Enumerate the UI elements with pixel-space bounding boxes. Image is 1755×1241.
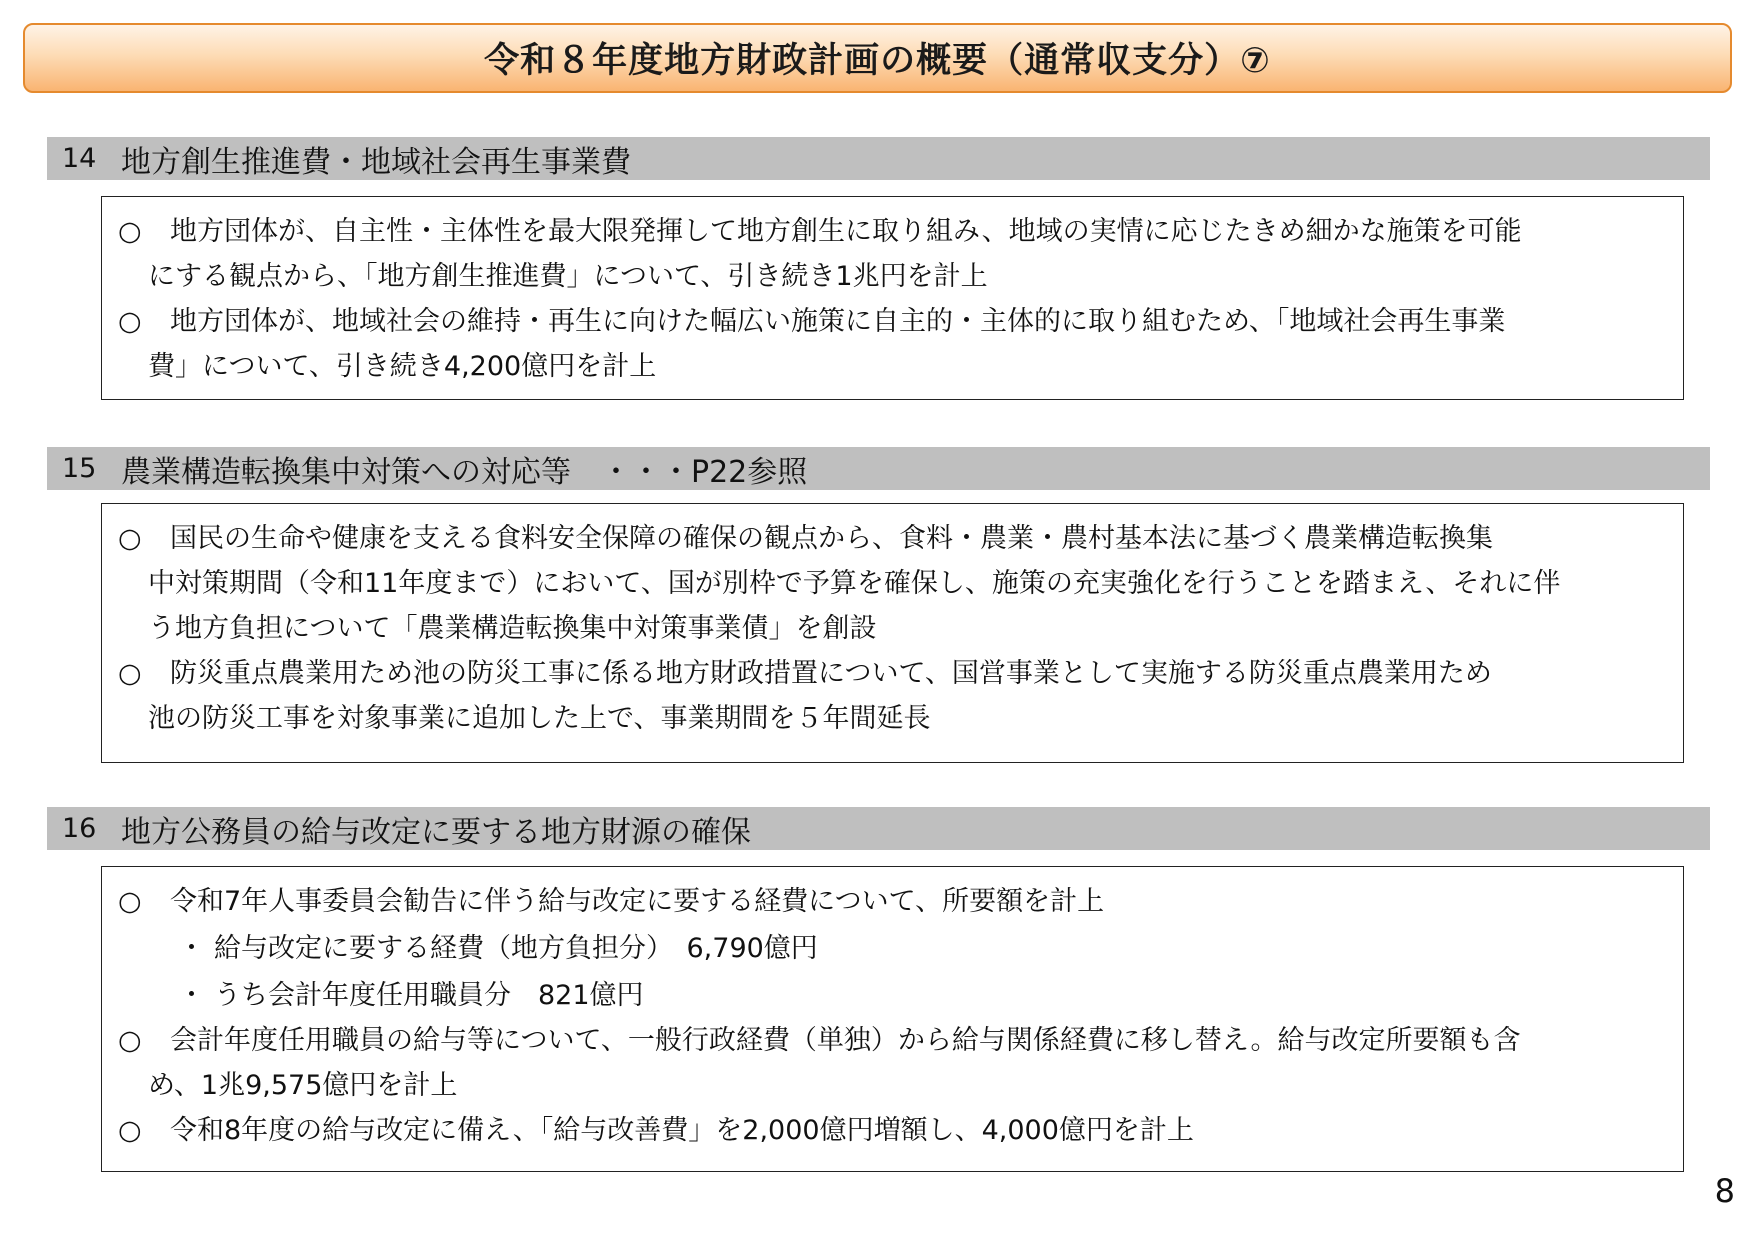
bullet-text — [170, 879, 1665, 924]
bullet-line: 国民の生命や健康を支える食料安全保障の確保の観点から、食料・農業・農村基本法に基づく農業構造転換集 — [170, 523, 1493, 554]
sub-bullet-text: うち会計年度任用職員分 821億円 — [214, 980, 644, 1011]
page-title-banner — [23, 23, 1732, 93]
circle-bullet-icon: ○ — [118, 306, 142, 337]
bullet-line: 令和8年度の給与改定に備え、「給与改善費」を2,000億円増額し、4,000億円を計上 — [170, 1115, 1194, 1146]
bullet-item — [118, 651, 1665, 741]
bullet-item — [118, 1108, 1665, 1153]
section-header-16 — [47, 807, 1710, 850]
bullet-line: 費」について、引き続き4,200億円を計上 — [148, 351, 657, 382]
bullet-line: め、1兆9,575億円を計上 — [148, 1070, 458, 1101]
bullet-item — [118, 209, 1665, 299]
circle-bullet-icon: ○ — [118, 216, 142, 247]
section-number: 16 — [62, 813, 97, 844]
bullet-line: 防災重点農業用ため池の防災工事に係る地方財政措置について、国営事業として実施する防災重点農業用ため — [170, 658, 1492, 689]
circle-bullet-icon: ○ — [118, 1025, 142, 1056]
bullet-line: にする観点から、「地方創生推進費」について、引き続き1兆円を計上 — [148, 261, 988, 292]
bullet-text — [148, 516, 1665, 651]
bullet-item — [118, 516, 1665, 651]
section-content-16 — [101, 866, 1684, 1172]
section-heading: 農業構造転換集中対策への対応等 ・・・P22参照 — [121, 454, 808, 490]
bullet-line: う地方負担について「農業構造転換集中対策事業債」を創設 — [148, 613, 877, 644]
bullet-line: 池の防災工事を対象事業に追加した上で、事業期間を５年間延長 — [148, 703, 931, 734]
page-number: 8 — [1714, 1172, 1735, 1210]
bullet-line: 中対策期間（令和11年度まで）において、国が別枠で予算を確保し、施策の充実強化を行うことを踏まえ、それに伴 — [148, 568, 1561, 599]
bullet-text — [148, 209, 1665, 299]
bullet-text — [148, 1018, 1665, 1108]
sub-bullet-text: 給与改定に要する経費（地方負担分） 6,790億円 — [214, 933, 818, 964]
bullet-line: 会計年度任用職員の給与等について、一般行政経費（単独）から給与関係経費に移し替え。給与改定所要額も含 — [170, 1025, 1521, 1056]
section-heading: 地方公務員の給与改定に要する地方財源の確保 — [121, 814, 751, 850]
dot-bullet-icon: ・ — [178, 980, 205, 1011]
circle-bullet-icon: ○ — [118, 658, 142, 689]
section-header-14 — [47, 137, 1710, 180]
bullet-item — [118, 1018, 1665, 1108]
bullet-text — [148, 651, 1665, 741]
section-header-15 — [47, 447, 1710, 490]
bullet-text — [170, 1108, 1665, 1153]
section-content-15 — [101, 503, 1684, 763]
sub-bullet-item — [118, 973, 1665, 1018]
circle-bullet-icon: ○ — [118, 523, 142, 554]
bullet-line: 令和7年人事委員会勧告に伴う給与改定に要する経費について、所要額を計上 — [170, 886, 1105, 917]
bullet-line: 地方団体が、自主性・主体性を最大限発揮して地方創生に取り組み、地域の実情に応じたきめ細かな施策を可能 — [170, 216, 1522, 247]
circle-bullet-icon: ○ — [118, 886, 142, 917]
section-content-14 — [101, 196, 1684, 400]
sub-bullet-item — [118, 926, 1665, 971]
circle-bullet-icon: ○ — [118, 1115, 142, 1146]
section-number: 14 — [62, 143, 97, 174]
bullet-item — [118, 299, 1665, 389]
bullet-text — [148, 299, 1665, 389]
bullet-item — [118, 879, 1665, 924]
page-title: 令和８年度地方財政計画の概要（通常収支分）⑦ — [484, 41, 1271, 81]
dot-bullet-icon: ・ — [178, 933, 205, 964]
section-number: 15 — [62, 453, 97, 484]
bullet-line: 地方団体が、地域社会の維持・再生に向けた幅広い施策に自主的・主体的に取り組むため、「地域社会再生事業 — [170, 306, 1506, 337]
section-heading: 地方創生推進費・地域社会再生事業費 — [121, 144, 631, 180]
